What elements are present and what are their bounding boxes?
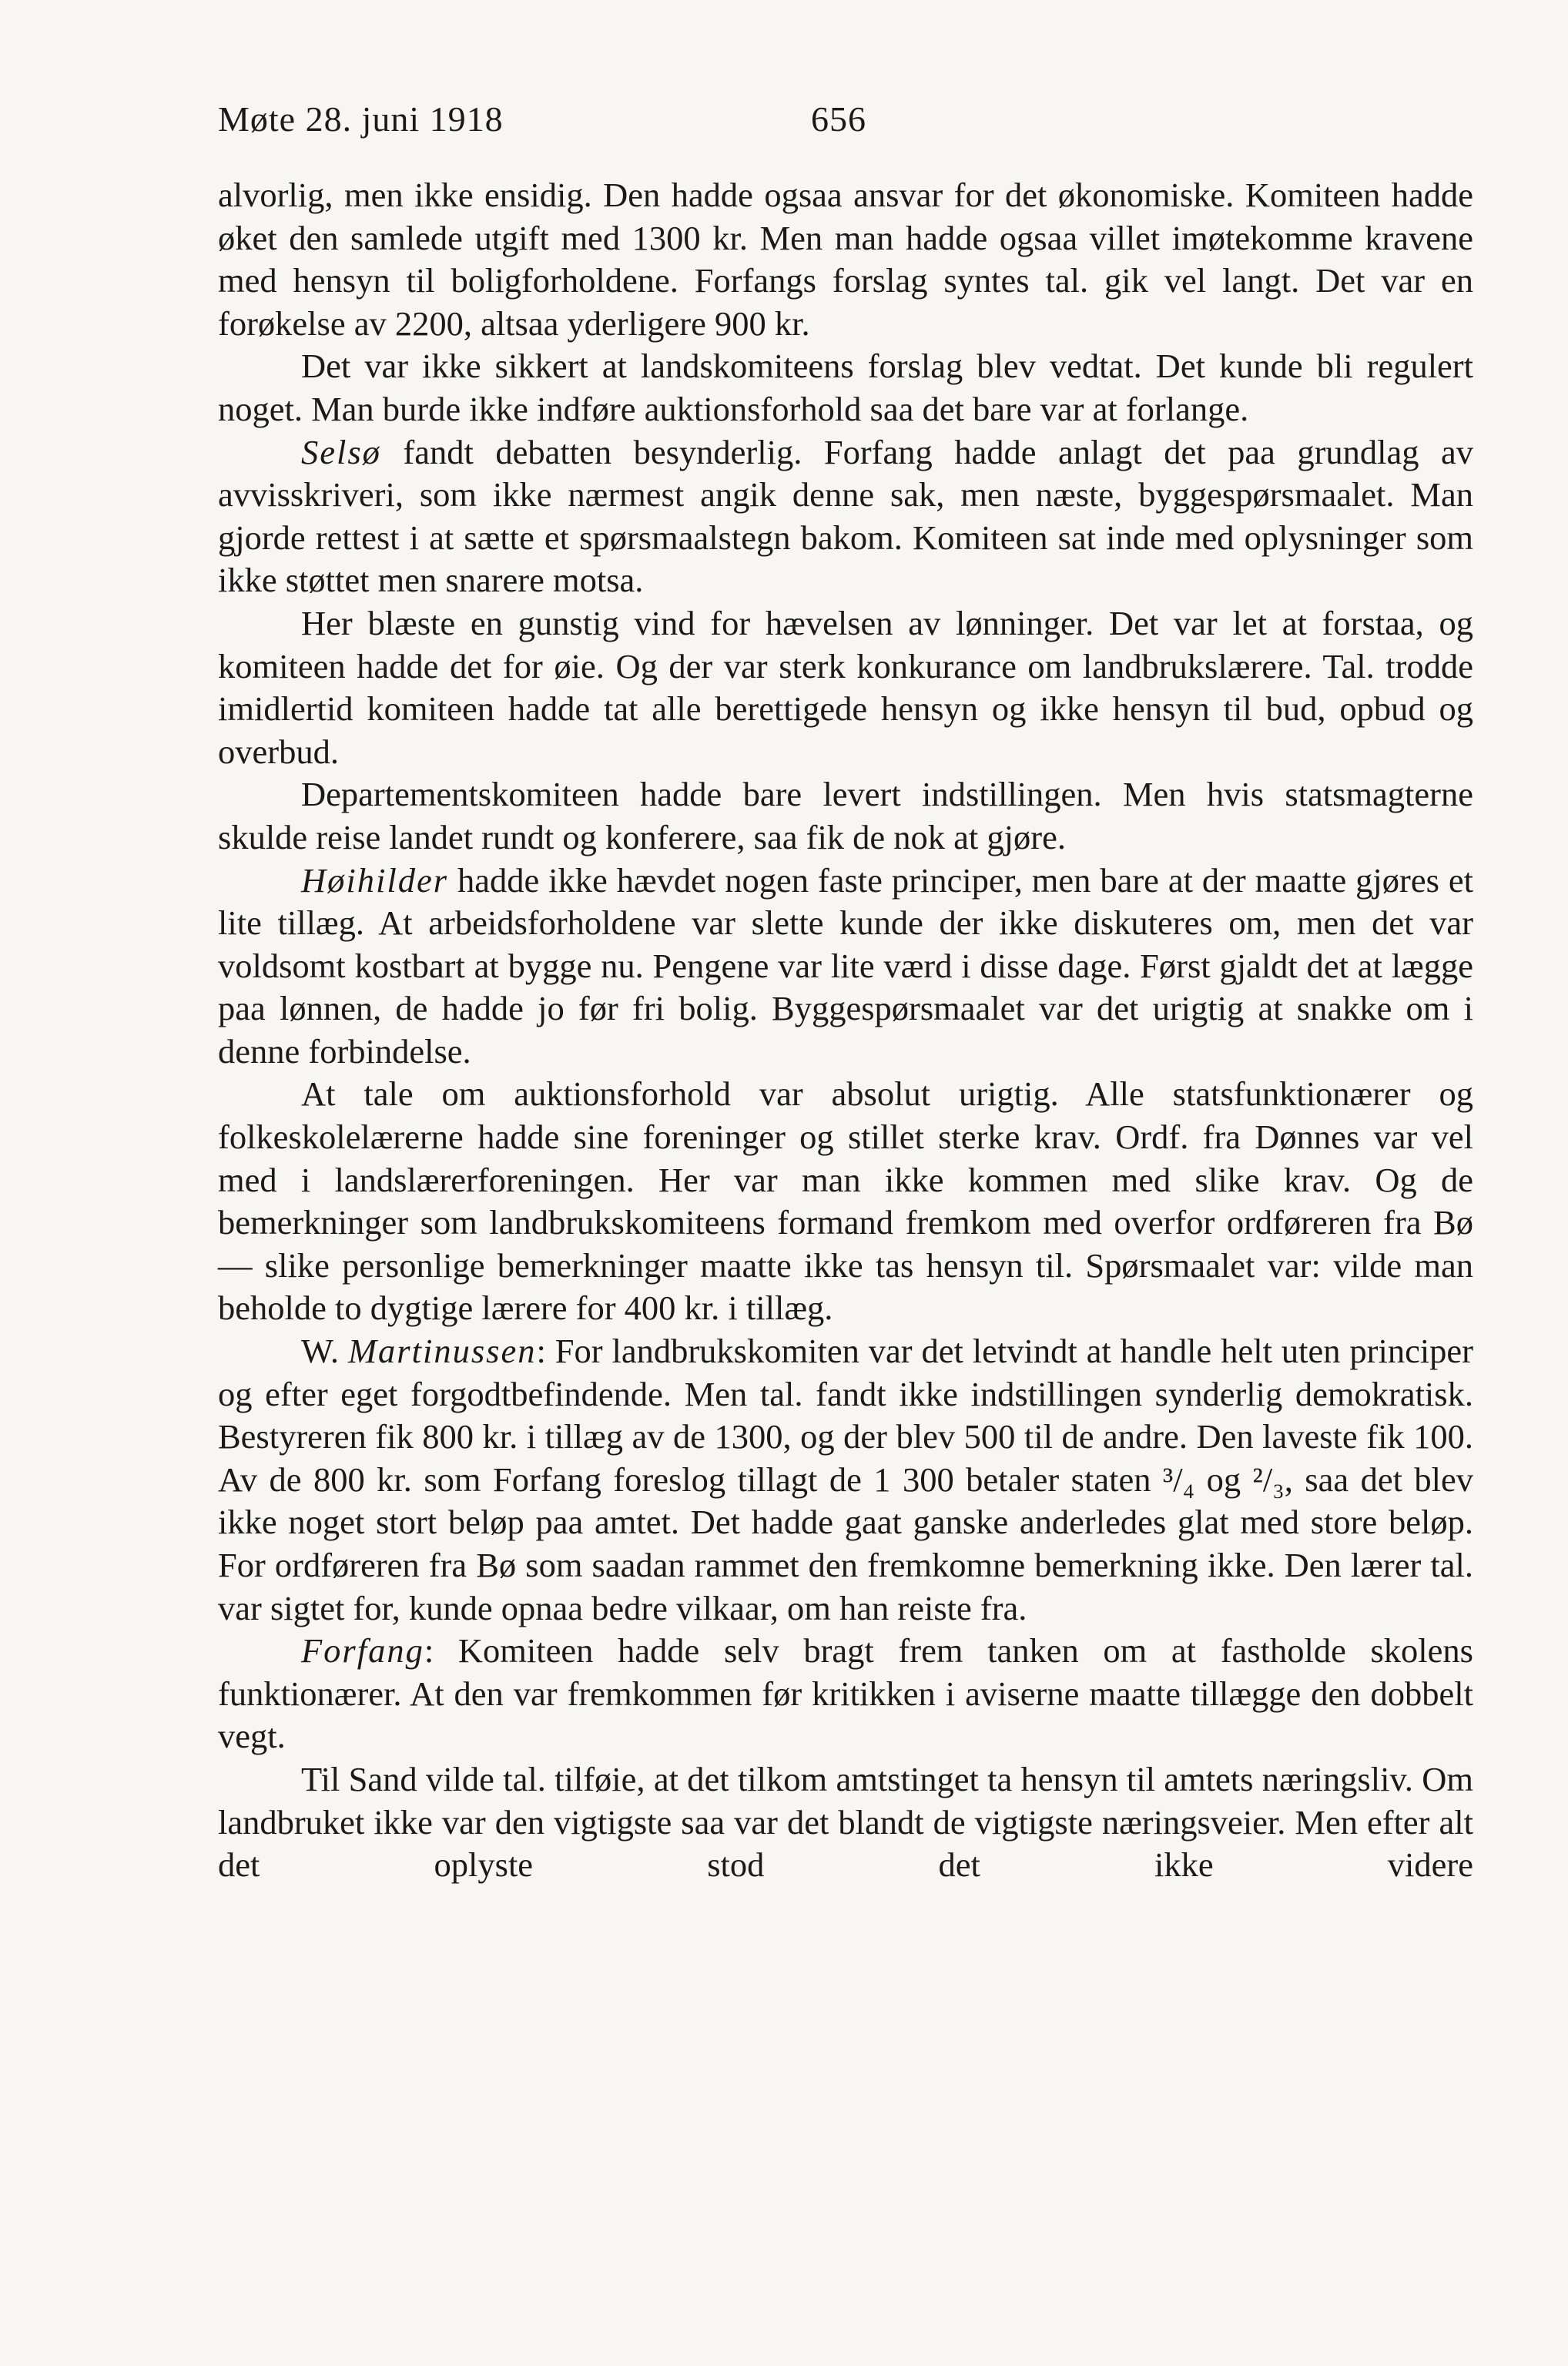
paragraph-text: fandt debatten besynderlig. Forfang hadde anlagt det paa grundlag av avvisskriveri, som ikke nærmest angik denne sak, men næste, byggespørsmaalet. Man gjorde rettest i at sætte et spørsmaalstegn bakom. Komiteen sat inde med oplysninger som ikke støttet men snarere motsa. [218,432,1473,600]
paragraph-text: alvorlig, men ikke ensidig. Den hadde ogsaa ansvar for det økonomiske. Komiteen hadde øket den samlede utgift med 1300 kr. Men man hadde ogsaa villet imøtekomme kravene med hensyn til boligforholdene. Forfangs forslag syntes tal. gik vel langt. Det var en forøkelse av 2200, altsaa yderligere 900 kr. [218,176,1473,343]
paragraph-text: : For landbrukskomiten var det letvindt at handle helt uten principer og efter eget forgodtbefindende. Men tal. fandt ikke indstillingen synderlig demokratisk. Bestyreren fik 800 kr. i tillæg av de 1300, og der blev 500 til de andre. Den laveste fik 100. Av de 800 kr. som Forfang foreslog tillagt de 1 300 betaler staten ³/₄ og ²/₃, saa det blev ikke noget stort beløp paa amtet. Det hadde gaat ganske anderledes glat med store beløp. For ordføreren fra Bø som saadan rammet den fremkomne bemerkning ikke. Den lærer tal. var sigtet for, kunde opnaa bedre vilkaar, om han reiste fra. [218,1332,1474,1627]
paragraph [218,1073,1473,1330]
paragraph [218,1330,1473,1630]
paragraph-text: : Komiteen hadde selv bragt frem tanken om at fastholde skolens funktionærer. At den var fremkommen før kritikken i aviserne maatte tillægge den dobbelt vegt. [218,1631,1473,1756]
paragraph-text: Det var ikke sikkert at landskomiteens forslag blev vedtat. Det kunde bli regulert noget. Man burde ikke indføre auktionsforhold saa det bare var at forlange. [218,347,1473,428]
paragraph-text: At tale om auktionsforhold var absolut urigtig. Alle statsfunktionærer og folkeskolelærerne hadde sine foreninger og stillet sterke krav. Ordf. fra Dønnes var vel med i landslærerforeningen. Her var man ikke kommen med slike krav. Og de bemerkninger som landbrukskomiteens formand fremkom med overfor ordføreren fra Bø — slike personlige bemerkninger maatte ikke tas hensyn til. Spørsmaalet var: vilde man beholde to dygtige lærere for 400 kr. i tillæg. [218,1074,1473,1328]
running-title: Møte 28. juni 1918 [218,99,504,139]
paragraph [218,773,1473,859]
paragraph [218,602,1473,773]
paragraph-text: Departementskomiteen hadde bare levert indstillingen. Men hvis statsmagterne skulde reise landet rundt og konferere, saa fik de nok at gjøre. [218,775,1473,856]
paragraph [218,345,1473,431]
page-number: 656 [811,99,866,139]
paragraph [218,174,1473,345]
speaker-name: Selsø [301,432,381,471]
speaker-name: Høihilder [301,860,449,900]
paragraph-text: hadde ikke hævdet nogen faste principer, men bare at der maatte gjøres et lite tillæg. At arbeidsforholdene var slette kunde der ikke diskuteres om, men det var voldsomt kostbart at bygge nu. Pengene var lite værd i disse dage. Først gjaldt det at lægge paa lønnen, de hadde jo før fri bolig. Byggespørsmaalet var det urigtig at snakke om i denne forbindelse. [218,860,1473,1071]
paragraph-text: Her blæste en gunstig vind for hævelsen av lønninger. Det var let at forstaa, og komiteen hadde det for øie. Og der var sterk konkurance om landbrukslærere. Tal. trodde imidlertid komiteen hadde tat alle berettigede hensyn og ikke hensyn til bud, opbud og overbud. [218,603,1473,771]
body-text [218,174,1473,1887]
paragraph-text: Til Sand vilde tal. tilføie, at det tilkom amtstinget ta hensyn til amtets næringsliv. Om landbruket ikke var den vigtigste saa var det blandt de vigtigste næringsveier. Men efter alt det oplyste stod det ikke videre [218,1759,1473,1885]
paragraph [218,860,1473,1074]
paragraph [218,1630,1473,1758]
speaker-name: Forfang [301,1631,424,1671]
speaker-prefix: W. [301,1332,348,1371]
speaker-name: Martinussen [347,1332,537,1371]
paragraph [218,1758,1473,1887]
page-header [218,96,911,142]
paragraph [218,431,1473,602]
